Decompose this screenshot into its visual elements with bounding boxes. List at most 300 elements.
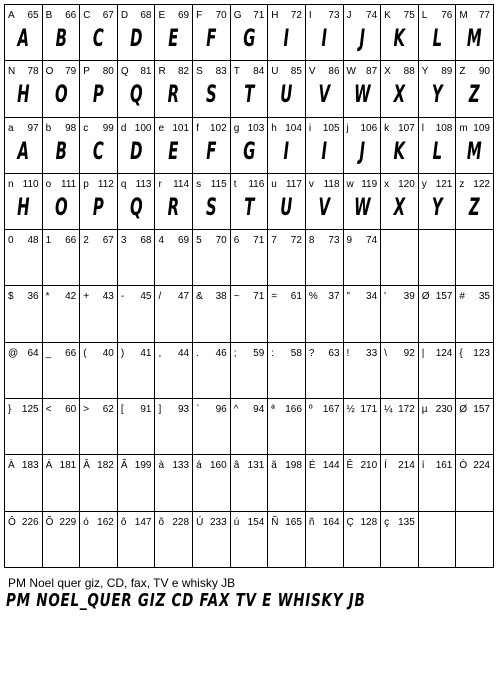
glyph-code: 165 — [285, 516, 302, 528]
glyph-code: 68 — [140, 10, 152, 21]
glyph-character: j — [346, 122, 349, 134]
glyph-character: + — [83, 291, 90, 303]
glyph-cell — [155, 286, 193, 342]
glyph-code: 228 — [172, 516, 190, 528]
glyph-cell — [456, 399, 494, 455]
glyph-code: 75 — [403, 10, 415, 21]
glyph-code: 38 — [215, 291, 227, 303]
glyph-code: 90 — [478, 66, 490, 78]
glyph-preview: L — [432, 24, 442, 52]
glyph-preview: F — [206, 136, 217, 165]
glyph-preview: I — [321, 24, 327, 52]
glyph-code: 107 — [398, 122, 415, 134]
glyph-preview: C — [93, 136, 104, 165]
glyph-character: G — [233, 10, 242, 21]
glyph-character: " — [346, 291, 351, 303]
glyph-preview: L — [432, 136, 442, 165]
glyph-character: a — [8, 122, 14, 134]
glyph-character: 2 — [83, 235, 89, 247]
glyph-cell — [80, 512, 118, 568]
glyph-code: 81 — [140, 66, 152, 78]
glyph-preview: T — [243, 80, 255, 109]
glyph-preview: E — [168, 24, 179, 52]
glyph-code: 92 — [403, 347, 415, 359]
glyph-character: D — [120, 10, 129, 21]
glyph-cell — [80, 61, 118, 117]
glyph-character: E — [158, 10, 166, 21]
glyph-code: 100 — [134, 122, 152, 134]
glyph-cell — [193, 286, 231, 342]
glyph-character: { — [459, 347, 463, 359]
glyph-cell — [306, 286, 344, 342]
glyph-cell — [43, 118, 81, 174]
glyph-cell — [381, 455, 419, 511]
glyph-character: Í — [384, 460, 387, 472]
glyph-code: 164 — [322, 516, 340, 528]
glyph-cell — [419, 61, 457, 117]
glyph-cell — [268, 174, 306, 230]
glyph-cell — [344, 455, 382, 511]
glyph-cell — [80, 399, 118, 455]
glyph-code: 110 — [22, 178, 39, 190]
glyph-character: M — [459, 10, 468, 21]
glyph-cell — [231, 61, 269, 117]
glyph-cell — [5, 174, 43, 230]
glyph-code: 109 — [473, 122, 490, 134]
glyph-cell — [456, 455, 494, 511]
glyph-cell — [118, 5, 156, 61]
glyph-character: \ — [384, 347, 387, 359]
glyph-code: 67 — [102, 235, 114, 247]
glyph-preview: R — [168, 80, 180, 109]
glyph-cell — [268, 286, 306, 342]
glyph-preview: D — [129, 136, 143, 165]
glyph-code: 167 — [322, 404, 340, 416]
glyph-cell — [381, 61, 419, 117]
glyph-cell — [118, 343, 156, 399]
glyph-cell — [306, 174, 344, 230]
glyph-code: 77 — [478, 10, 490, 21]
glyph-code: 98 — [65, 122, 77, 134]
glyph-character: x — [384, 178, 390, 190]
glyph-cell — [456, 230, 494, 286]
glyph-code: 128 — [360, 516, 378, 528]
glyph-code: 83 — [215, 66, 227, 78]
glyph-cell — [419, 5, 457, 61]
glyph-code: 229 — [59, 516, 77, 528]
glyph-cell — [381, 230, 419, 286]
glyph-cell — [193, 230, 231, 286]
glyph-code: 58 — [290, 347, 302, 359]
glyph-preview: H — [17, 80, 30, 109]
glyph-cell — [155, 399, 193, 455]
glyph-code: 70 — [215, 10, 227, 21]
glyph-character: 7 — [271, 235, 277, 247]
glyph-code: 74 — [366, 10, 378, 21]
glyph-cell — [306, 230, 344, 286]
glyph-character: w — [346, 178, 354, 190]
glyph-code: 39 — [403, 291, 415, 303]
glyph-cell — [43, 230, 81, 286]
glyph-preview: I — [283, 136, 290, 165]
glyph-preview: A — [17, 136, 30, 165]
glyph-cell — [43, 286, 81, 342]
glyph-code: 74 — [366, 235, 378, 247]
glyph-character: } — [8, 404, 12, 416]
glyph-cell — [306, 61, 344, 117]
glyph-code: 111 — [61, 178, 77, 190]
glyph-character: d — [120, 122, 127, 134]
glyph-code: 36 — [27, 291, 39, 303]
glyph-code: 160 — [210, 460, 227, 472]
glyph-code: 84 — [253, 66, 265, 78]
glyph-code: 113 — [135, 178, 152, 190]
glyph-preview: Q — [129, 80, 143, 109]
glyph-cell — [118, 174, 156, 230]
glyph-cell — [80, 174, 118, 230]
glyph-preview: G — [242, 136, 256, 165]
glyph-character: ñ — [308, 516, 315, 528]
glyph-character: I — [308, 10, 312, 21]
glyph-cell — [155, 455, 193, 511]
glyph-code: 104 — [285, 122, 302, 134]
glyph-character: ^ — [233, 404, 239, 416]
glyph-character: R — [158, 66, 166, 78]
glyph-code: 121 — [435, 178, 453, 190]
glyph-code: 183 — [21, 460, 39, 472]
glyph-cell — [155, 61, 193, 117]
glyph-character: z — [459, 178, 465, 190]
glyph-code: 71 — [253, 235, 265, 247]
glyph-code: 123 — [473, 347, 490, 359]
glyph-code: 86 — [328, 66, 340, 78]
glyph-code: 115 — [210, 178, 227, 190]
glyph-code: 66 — [65, 10, 77, 21]
glyph-cell — [306, 399, 344, 455]
glyph-cell — [5, 399, 43, 455]
glyph-code: 171 — [360, 404, 378, 416]
glyph-character: Y — [421, 66, 429, 78]
glyph-code: 94 — [253, 404, 265, 416]
glyph-character: n — [8, 178, 14, 190]
glyph-preview: U — [280, 80, 293, 109]
glyph-cell — [80, 5, 118, 61]
glyph-code: 166 — [285, 404, 302, 416]
glyph-code: 43 — [102, 291, 114, 303]
glyph-cell — [456, 5, 494, 61]
glyph-character: l — [421, 122, 424, 134]
glyph-character: u — [271, 178, 277, 190]
glyph-cell — [5, 118, 43, 174]
glyph-character: N — [8, 66, 16, 78]
glyph-code: 144 — [322, 460, 340, 472]
glyph-cell — [155, 118, 193, 174]
glyph-character: ` — [196, 404, 200, 416]
glyph-cell — [268, 118, 306, 174]
glyph-code: 48 — [27, 235, 39, 247]
glyph-character: ! — [346, 347, 350, 359]
glyph-cell — [344, 286, 382, 342]
glyph-character: X — [384, 66, 391, 78]
glyph-character: 5 — [196, 235, 202, 247]
glyph-cell — [118, 61, 156, 117]
glyph-cell — [5, 286, 43, 342]
glyph-cell — [268, 5, 306, 61]
glyph-cell — [381, 174, 419, 230]
glyph-preview: P — [93, 192, 104, 221]
glyph-character: Ç — [346, 516, 354, 528]
glyph-cell — [80, 343, 118, 399]
glyph-character: ú — [233, 516, 240, 528]
glyph-preview: S — [206, 192, 217, 221]
glyph-code: 125 — [21, 404, 39, 416]
glyph-cell — [268, 343, 306, 399]
glyph-preview: Y — [431, 192, 443, 221]
glyph-preview: P — [93, 80, 104, 109]
character-map-grid — [4, 4, 494, 568]
glyph-cell — [155, 343, 193, 399]
glyph-cell — [419, 174, 457, 230]
glyph-cell — [155, 5, 193, 61]
glyph-code: 64 — [27, 347, 39, 359]
glyph-character: ; — [233, 347, 237, 359]
glyph-code: 46 — [215, 347, 227, 359]
glyph-preview: R — [168, 192, 180, 221]
glyph-cell — [344, 230, 382, 286]
glyph-code: 69 — [177, 235, 190, 247]
glyph-character: # — [459, 291, 465, 303]
glyph-code: 72 — [290, 10, 302, 21]
glyph-cell — [231, 230, 269, 286]
glyph-preview: Q — [129, 192, 143, 221]
glyph-character: Ó — [459, 460, 468, 472]
glyph-preview: I — [283, 24, 290, 52]
glyph-cell — [5, 455, 43, 511]
glyph-code: 119 — [361, 178, 378, 190]
glyph-character: = — [271, 291, 278, 303]
glyph-preview: S — [206, 80, 217, 109]
glyph-cell — [118, 455, 156, 511]
glyph-character: U — [271, 66, 279, 78]
glyph-code: 99 — [102, 122, 114, 134]
glyph-code: 65 — [27, 10, 39, 21]
glyph-cell — [231, 399, 269, 455]
glyph-cell — [43, 455, 81, 511]
glyph-preview: X — [393, 192, 406, 221]
glyph-code: 73 — [328, 235, 340, 247]
glyph-cell — [456, 61, 494, 117]
glyph-character: Á — [45, 460, 53, 472]
glyph-cell — [193, 5, 231, 61]
glyph-preview: V — [318, 192, 330, 221]
glyph-cell — [419, 118, 457, 174]
glyph-cell — [5, 61, 43, 117]
glyph-cell — [419, 230, 457, 286]
glyph-cell — [118, 399, 156, 455]
glyph-cell — [155, 230, 193, 286]
glyph-code: 71 — [253, 10, 265, 21]
glyph-preview: J — [359, 24, 365, 52]
glyph-code: 73 — [328, 10, 340, 21]
glyph-code: 66 — [65, 235, 77, 247]
glyph-character: / — [158, 291, 162, 303]
glyph-cell — [118, 118, 156, 174]
glyph-code: 87 — [366, 66, 378, 78]
glyph-character: K — [384, 10, 391, 21]
glyph-cell — [381, 286, 419, 342]
glyph-code: 78 — [27, 66, 39, 78]
glyph-preview: X — [393, 80, 406, 109]
glyph-code: 41 — [140, 347, 152, 359]
glyph-code: 124 — [435, 347, 453, 359]
glyph-code: 117 — [285, 178, 302, 190]
sample-sentence-font-preview: PM NOEL_QUER GIZ CD FAX TV E WHISKY JB — [6, 590, 366, 611]
glyph-cell — [118, 286, 156, 342]
glyph-code: 162 — [97, 516, 114, 528]
glyph-character: 3 — [120, 235, 127, 247]
glyph-cell — [268, 512, 306, 568]
glyph-character: Ú — [196, 516, 204, 528]
glyph-preview: W — [353, 192, 371, 221]
glyph-character: µ — [421, 404, 428, 416]
glyph-code: 66 — [65, 347, 77, 359]
glyph-cell — [231, 286, 269, 342]
glyph-preview: Z — [469, 80, 481, 109]
glyph-character: 1 — [45, 235, 52, 247]
glyph-preview: U — [280, 192, 293, 221]
glyph-character: 8 — [308, 235, 315, 247]
glyph-character: í — [421, 460, 425, 472]
glyph-preview: D — [129, 24, 143, 52]
glyph-cell — [381, 118, 419, 174]
glyph-preview: C — [93, 24, 104, 52]
glyph-code: 96 — [215, 404, 227, 416]
glyph-code: 71 — [253, 291, 265, 303]
glyph-character: 0 — [8, 235, 14, 247]
glyph-preview: M — [467, 24, 483, 52]
glyph-character: Ø — [421, 291, 430, 303]
glyph-code: 133 — [172, 460, 190, 472]
glyph-code: 108 — [435, 122, 453, 134]
glyph-character: ~ — [233, 291, 240, 303]
glyph-code: 199 — [134, 460, 152, 472]
glyph-code: 34 — [366, 291, 378, 303]
glyph-character: v — [308, 178, 314, 190]
glyph-character: y — [421, 178, 427, 190]
glyph-character: S — [196, 66, 203, 78]
glyph-cell — [118, 512, 156, 568]
glyph-cell — [43, 174, 81, 230]
glyph-character: c — [83, 122, 89, 134]
glyph-preview: O — [54, 192, 68, 221]
glyph-cell — [306, 512, 344, 568]
glyph-cell — [306, 118, 344, 174]
glyph-character: > — [83, 404, 90, 416]
glyph-character: Õ — [45, 516, 54, 528]
glyph-character: Ø — [459, 404, 468, 416]
glyph-code: 102 — [210, 122, 227, 134]
glyph-character: H — [271, 10, 279, 21]
glyph-code: 76 — [441, 10, 453, 21]
glyph-character: É — [308, 460, 316, 472]
glyph-cell — [456, 512, 494, 568]
glyph-character: Ã — [120, 460, 128, 472]
glyph-cell — [118, 230, 156, 286]
glyph-cell — [344, 399, 382, 455]
glyph-character: q — [120, 178, 127, 190]
glyph-code: 118 — [323, 178, 340, 190]
glyph-character: & — [196, 291, 203, 303]
glyph-cell — [5, 512, 43, 568]
glyph-character: L — [421, 10, 428, 21]
glyph-character: e — [158, 122, 165, 134]
glyph-code: 62 — [102, 404, 114, 416]
glyph-character: ó — [83, 516, 89, 528]
glyph-code: 112 — [97, 178, 114, 190]
glyph-cell — [231, 343, 269, 399]
glyph-cell — [306, 5, 344, 61]
glyph-cell — [80, 286, 118, 342]
glyph-cell — [381, 399, 419, 455]
glyph-cell — [344, 512, 382, 568]
glyph-cell — [381, 5, 419, 61]
glyph-cell — [43, 343, 81, 399]
glyph-code: 93 — [177, 404, 190, 416]
glyph-cell — [231, 5, 269, 61]
glyph-character: ¼ — [384, 404, 393, 416]
glyph-cell — [193, 455, 231, 511]
glyph-code: 226 — [21, 516, 39, 528]
glyph-cell — [381, 343, 419, 399]
glyph-character: o — [45, 178, 52, 190]
glyph-preview: K — [393, 24, 406, 52]
glyph-cell — [43, 61, 81, 117]
glyph-preview: H — [17, 192, 30, 221]
glyph-character: J — [346, 10, 352, 21]
glyph-cell — [344, 5, 382, 61]
glyph-character: | — [421, 347, 425, 359]
glyph-character: á — [196, 460, 202, 472]
glyph-character: : — [271, 347, 275, 359]
glyph-character: W — [346, 66, 356, 78]
glyph-cell — [419, 399, 457, 455]
glyph-character: O — [45, 66, 54, 78]
glyph-character: i — [308, 122, 312, 134]
glyph-cell — [268, 61, 306, 117]
glyph-character: s — [196, 178, 202, 190]
glyph-character: ] — [158, 404, 162, 416]
glyph-character: T — [233, 66, 240, 78]
glyph-character: ) — [120, 347, 125, 359]
glyph-code: 72 — [290, 235, 302, 247]
glyph-code: 157 — [435, 291, 453, 303]
glyph-character: ª — [271, 404, 275, 416]
glyph-character: @ — [8, 347, 19, 359]
glyph-character: V — [308, 66, 316, 78]
glyph-cell — [155, 512, 193, 568]
glyph-character: 9 — [346, 235, 353, 247]
glyph-cell — [193, 399, 231, 455]
glyph-code: 40 — [102, 347, 114, 359]
glyph-character: Q — [120, 66, 129, 78]
glyph-preview: G — [242, 24, 256, 52]
glyph-character: â — [233, 460, 240, 472]
glyph-cell — [419, 343, 457, 399]
glyph-cell — [268, 455, 306, 511]
glyph-cell — [80, 230, 118, 286]
glyph-cell — [306, 455, 344, 511]
glyph-cell — [80, 455, 118, 511]
